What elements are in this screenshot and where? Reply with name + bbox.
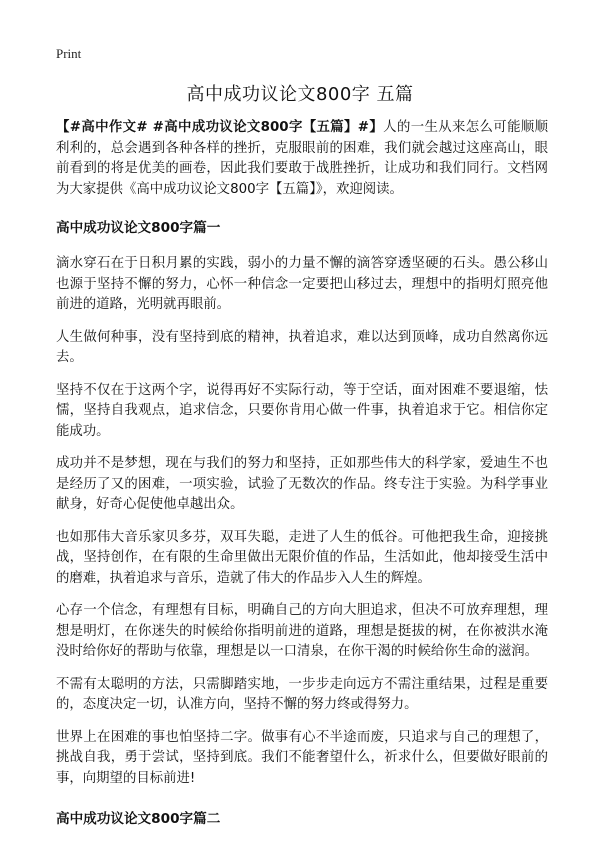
print-link[interactable]: Print [56, 46, 82, 61]
intro-text: 人的一生从来怎么可能顺顺利利的，总会遇到各种各样的挫折，克服眼前的困难，我们就会越过这座高山，眼前看到的将是优美的画卷，因此我们要敢于战胜挫折，让成功和我们同行。文档网为大家提供《高中成功议论文800字【五篇】》，欢迎阅读。 [56, 120, 548, 197]
paragraph: 不需有太聪明的方法，只需脚踏实地，一步步走向远方不需注重结果，过程是重要的，态度决定一切，认准方向，坚持不懈的努力终或得努力。 [56, 676, 548, 712]
paragraph: 人生做何种事，没有坚持到底的精神，执着追求，难以达到顶峰，成功自然离你远去。 [56, 329, 548, 365]
paragraph: 成功并不是梦想，现在与我们的努力和坚持，正如那些伟大的科学家，爱迪生不也是经历了又的困难，一项实验，试验了无数次的作品。终专注于实验。为科学事业献身，好奇心促使他卓越出众。 [56, 456, 548, 512]
paragraph: 世界上在困难的事也怕坚持二字。做事有心不半途而废，只追求与自己的理想了，挑战自我，勇于尝试，坚持到底。我们不能奢望什么，祈求什么，但要做好眼前的事，向期望的目标前进! [56, 729, 548, 786]
article-body [56, 118, 548, 845]
paragraph: 滴水穿石在于日积月累的实践，弱小的力量不懈的滴答穿透坚硬的石头。愚公移山也源于坚持不懈的努力，心怀一种信念一定要把山移过去，理想中的指明灯照亮他前进的道路，光明就再眼前。 [56, 256, 548, 312]
paragraph: 坚持不仅在于这两个字，说得再好不实际行动，等于空话，面对困难不要退缩，怯懦，坚持自我观点，追求信念，只要你肯用心做一件事，执着追求于它。相信你定能成功。 [56, 382, 548, 439]
section-heading-1: 高中成功议论文800字篇一 [56, 220, 221, 236]
intro-tag: 【#高中作文# #高中成功议论文800字【五篇】#】 [56, 120, 384, 135]
page-title: 高中成功议论文800字 五篇 [186, 84, 414, 105]
paragraph: 心存一个信念，有理想有目标，明确自己的方向大胆追求，但决不可放弃理想，理想是明灯，在你迷失的时候给你指明前进的道路，理想是挺拔的树，在你被洪水淹没时给你好的帮助与依靠，理想是以一口清泉，在你干渴的时候给你生命的滋润。 [56, 603, 548, 659]
section-heading-2: 高中成功议论文800字篇二 [56, 811, 221, 827]
paragraph: 也如那伟大音乐家贝多芬，双耳失聪，走进了人生的低谷。可他把我生命，迎接挑战，坚持创作，在有限的生命里做出无限价值的作品，生活如此，他却接受生活中的磨难，执着追求与音乐，造就了伟大的作品步入人生的辉煌。 [56, 529, 548, 586]
intro-paragraph [56, 118, 548, 200]
